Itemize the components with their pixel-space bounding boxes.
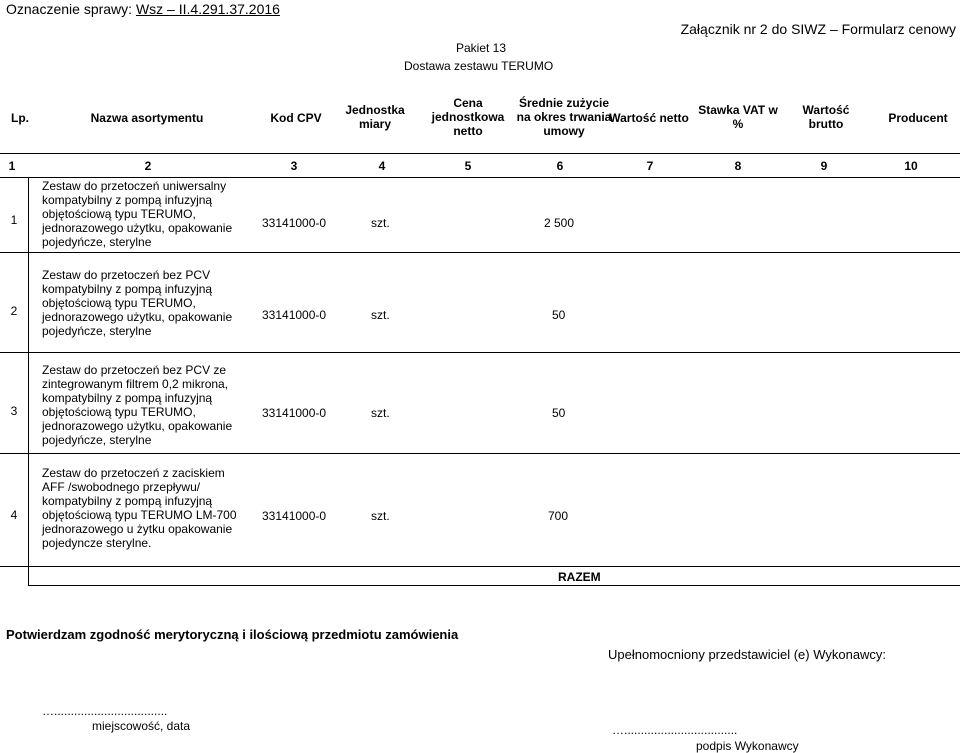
table-rule [0,252,960,253]
col-number: 7 [646,159,654,173]
case-label: Oznaczenie sprawy: [6,1,133,17]
item-description [42,179,257,249]
description-line: jednorazowego użytku, opakowanie [42,221,233,235]
item-description [42,268,257,338]
description-line: kompatybilny z pompą infuzyjną [42,282,213,296]
col-number: 6 [556,159,564,173]
description-line: objętościową typu TERUMO, [42,296,196,310]
item-description [42,466,257,550]
table-rule [28,177,29,585]
description-line: Zestaw do przetoczeń bez PCV ze [42,363,227,377]
cpv-code: 33141000-0 [262,509,327,523]
col-header-vat: Stawka VAT w % [698,103,778,131]
table-rule [0,453,960,454]
col-number: 3 [290,159,298,173]
description-line: jednorazowego użytku, opakowanie [42,419,233,433]
description-line: pojedyńcze, sterylne [42,235,152,249]
item-description [42,363,257,447]
description-line: objętościową typu TERUMO LM-700 [42,508,237,522]
description-line: Zestaw do przetoczeń z zaciskiem [42,466,225,480]
representative-label: Upełnomocniony przedstawiciel (e) Wykonawcy: [608,647,887,662]
col-header-cpv: Kod CPV [270,111,322,125]
col-header-gross: Wartość brutto [802,103,850,131]
description-line: Zestaw do przetoczeń uniwersalny [42,179,227,193]
usage-value: 50 [552,308,566,322]
signature-line: ….................................. [612,723,738,737]
col-header-name: Nazwa asortymentu [90,111,204,125]
place-date-line: ….................................. [42,704,168,718]
row-number: 3 [10,404,18,418]
delivery-title: Dostawa zestawu TERUMO [404,59,554,73]
table-rule [28,585,960,586]
table-rule [0,153,960,154]
col-number: 5 [464,159,472,173]
col-header-lp: Lp. [11,111,29,125]
description-line: pojedyńcze, sterylne [42,324,152,338]
description-line: zintegrowanym filtrem 0,2 mikrona, [42,377,229,391]
cpv-code: 33141000-0 [262,308,327,322]
row-number: 2 [10,304,18,318]
description-line: kompatybilny z pompą infuzyjną [42,494,213,508]
description-line: jednorazowego użytku, opakowanie [42,310,233,324]
case-value: Wsz – II.4.291.37.2016 [135,1,280,17]
col-number: 9 [820,159,828,173]
unit-value: szt. [371,216,390,230]
confirmation-text: Potwierdzam zgodność merytoryczną i ilościową przedmiotu zamówienia [6,627,459,642]
col-number: 10 [904,159,918,173]
description-line: kompatybilny z pompą infuzyjną [42,391,213,405]
description-line: jednorazowego u żytku opakowanie [42,522,233,536]
col-header-usage: Średnie zużycie na okres trwania umowy [516,96,612,138]
description-line: Zestaw do przetoczeń bez PCV [42,268,211,282]
table-rule [0,177,960,178]
package-title: Pakiet 13 [456,41,507,55]
table-rule [0,352,960,353]
signature-label: podpis Wykonawcy [696,739,799,753]
description-line: objętościową typu TERUMO, [42,405,196,419]
row-number: 1 [10,213,18,227]
description-line: kompatybilny z pompą infuzyjną [42,193,213,207]
description-line: pojedyncze sterylne. [42,536,152,550]
cpv-code: 33141000-0 [262,406,327,420]
cpv-code: 33141000-0 [262,216,327,230]
col-number: 8 [734,159,742,173]
col-number: 2 [144,159,152,173]
col-number: 1 [8,159,16,173]
description-line: pojedyńcze, sterylne [42,433,152,447]
col-header-unit: Jednostka miary [345,103,405,131]
table-rule [0,566,960,567]
total-label: RAZEM [558,570,601,584]
usage-value: 2 500 [544,216,575,230]
annex-title: Załącznik nr 2 do SIWZ – Formularz cenowy [680,21,956,37]
case-reference [6,1,280,17]
col-header-producer: Producent [888,111,948,125]
place-date-label: miejscowość, data [92,719,191,733]
usage-value: 700 [548,509,569,523]
description-line: objętościową typu TERUMO, [42,207,196,221]
col-number: 4 [378,159,386,173]
unit-value: szt. [371,509,390,523]
col-header-price: Cena jednostkowa netto [431,96,505,138]
unit-value: szt. [371,308,390,322]
col-header-net: Wartość netto [609,111,689,125]
row-number: 4 [10,508,18,522]
unit-value: szt. [371,406,390,420]
usage-value: 50 [552,406,566,420]
description-line: AFF /swobodnego przepływu/ [42,480,201,494]
